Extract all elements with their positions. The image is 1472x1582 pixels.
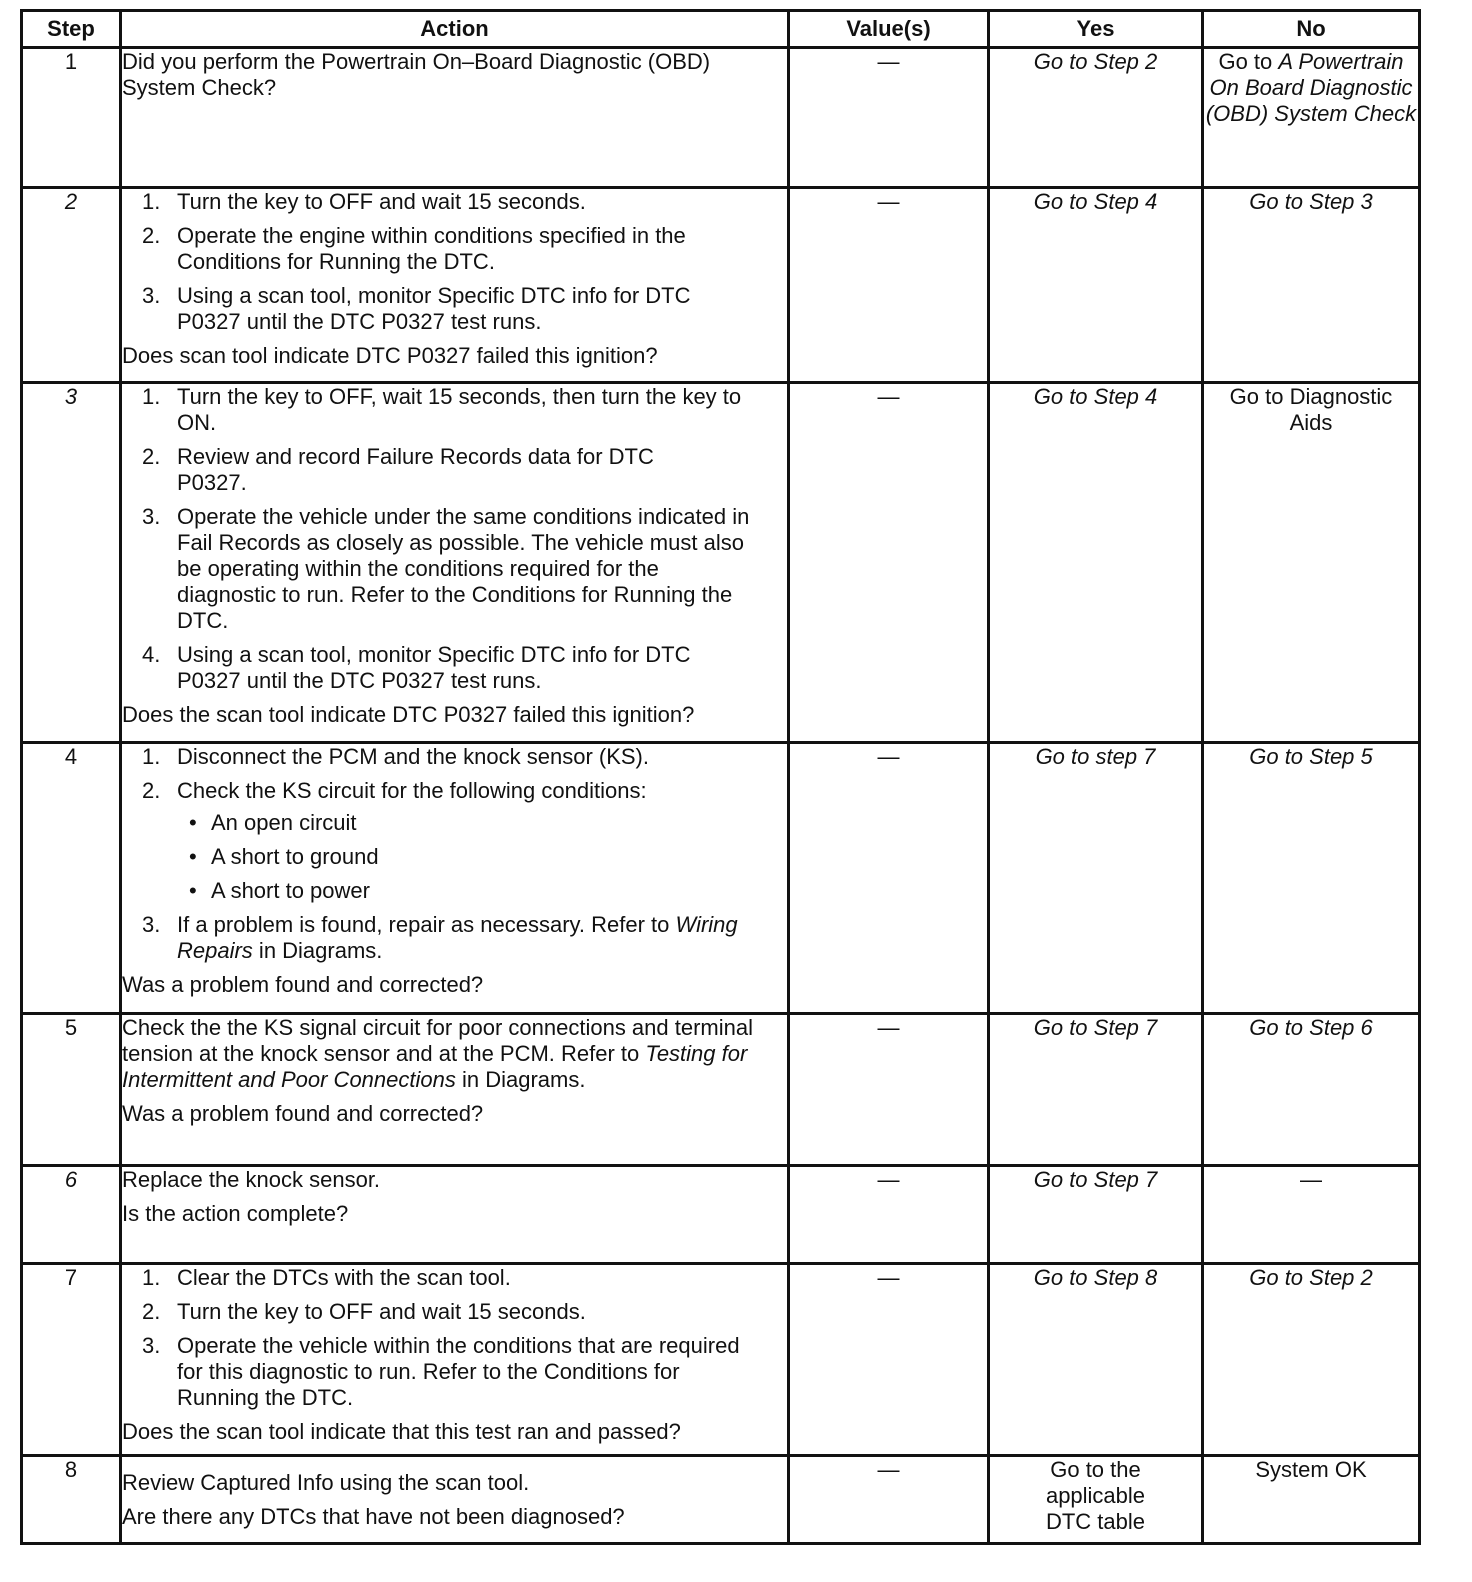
item-text-pre: If a problem is found, repair as necessary. Refer to — [177, 912, 676, 937]
action-list — [122, 1265, 787, 1411]
no-cell: Go to Step 6 — [1203, 1014, 1420, 1166]
header-action: Action — [121, 11, 789, 48]
table-row — [22, 743, 1420, 1014]
value-cell: — — [789, 1166, 989, 1264]
list-item — [177, 878, 787, 904]
item-text: Operate the vehicle within the conditions that are required for this diagnostic to run. Refer to the Conditions for Running the DTC. — [177, 1333, 740, 1410]
diagnostic-table — [20, 9, 1421, 1545]
yes-cell: Go to the applicable DTC table — [989, 1456, 1203, 1544]
no-cell: Go to Diagnostic Aids — [1203, 383, 1420, 743]
table-row — [22, 1456, 1420, 1544]
item-number: 2. — [142, 444, 161, 469]
list-item — [122, 744, 787, 770]
value-cell: — — [789, 188, 989, 383]
step-number: 4 — [22, 743, 121, 1014]
header-row — [22, 11, 1420, 48]
yes-cell: Go to Step 7 — [989, 1166, 1203, 1264]
header-step: Step — [22, 11, 121, 48]
bullet-icon: • — [189, 810, 197, 835]
item-number: 1. — [142, 744, 161, 769]
item-text: Clear the DTCs with the scan tool. — [177, 1265, 511, 1290]
no-cell: Go to Step 2 — [1203, 1264, 1420, 1456]
action-cell — [121, 1014, 789, 1166]
table-row — [22, 383, 1420, 743]
value-cell: — — [789, 1456, 989, 1544]
action-list — [122, 189, 787, 335]
question-text: Are there any DTCs that have not been diagnosed? — [122, 1503, 625, 1529]
list-item — [122, 778, 787, 904]
action-text — [122, 1015, 787, 1093]
list-item — [122, 642, 717, 694]
item-number: 3. — [142, 912, 161, 937]
list-item — [177, 810, 787, 836]
item-number: 2. — [142, 223, 161, 248]
step-number: 6 — [22, 1166, 121, 1264]
no-cell: Go to Step 3 — [1203, 188, 1420, 383]
bullet-text: A short to ground — [211, 844, 379, 869]
action-text: Did you perform the Powertrain On–Board Diagnostic (OBD) System Check? — [122, 49, 711, 100]
table-row — [22, 1264, 1420, 1456]
item-text: Operate the vehicle under the same conditions indicated in Fail Records as closely as possible. The vehicle must also be operating within the conditions required for the diagnostic to run. Refer to the Conditions for Running the DTC. — [177, 504, 750, 633]
header-value: Value(s) — [789, 11, 989, 48]
table-row — [22, 48, 1420, 188]
yes-cell: Go to Step 4 — [989, 383, 1203, 743]
action-text: Replace the knock sensor. — [122, 1167, 381, 1192]
action-cell — [121, 48, 789, 188]
bullet-icon: • — [189, 878, 197, 903]
list-item — [177, 844, 787, 870]
item-text-post: in Diagrams. — [252, 938, 383, 963]
item-text: Disconnect the PCM and the knock sensor (KS). — [177, 744, 649, 769]
item-text: Using a scan tool, monitor Specific DTC info for DTC P0327 until the DTC P0327 test runs. — [177, 642, 691, 693]
condition-list — [177, 810, 787, 904]
action-cell — [121, 743, 789, 1014]
list-item — [122, 912, 767, 964]
value-cell: — — [789, 1014, 989, 1166]
question-text: Is the action complete? — [122, 1201, 349, 1226]
question-text: Does the scan tool indicate DTC P0327 failed this ignition? — [122, 702, 695, 727]
question-text: Was a problem found and corrected? — [122, 972, 484, 997]
item-number: 3. — [142, 1333, 161, 1358]
item-text: Operate the engine within conditions specified in the Conditions for Running the DTC. — [177, 223, 686, 274]
no-cell: Go to Step 5 — [1203, 743, 1420, 1014]
action-text: Review Captured Info using the scan tool. — [122, 1469, 530, 1495]
item-number: 4. — [142, 642, 161, 667]
list-item — [122, 384, 757, 436]
item-text: Turn the key to OFF, wait 15 seconds, then turn the key to ON. — [177, 384, 742, 435]
step-number: 7 — [22, 1264, 121, 1456]
action-list — [122, 384, 787, 694]
action-cell — [121, 1264, 789, 1456]
no-prefix: Go to — [1218, 49, 1279, 74]
list-item — [122, 283, 707, 335]
action-cell — [121, 1166, 789, 1264]
question-text: Does the scan tool indicate that this test ran and passed? — [122, 1419, 681, 1444]
question-text: Was a problem found and corrected? — [122, 1101, 484, 1126]
value-cell: — — [789, 1264, 989, 1456]
item-number: 2. — [142, 778, 161, 803]
list-item — [122, 1299, 787, 1325]
step-number: 2 — [22, 188, 121, 383]
list-item — [122, 189, 787, 215]
question-text: Does scan tool indicate DTC P0327 failed this ignition? — [122, 343, 658, 368]
yes-cell: Go to Step 4 — [989, 188, 1203, 383]
step-number: 3 — [22, 383, 121, 743]
value-cell: — — [789, 48, 989, 188]
item-text: Using a scan tool, monitor Specific DTC info for DTC P0327 until the DTC P0327 test runs. — [177, 283, 691, 334]
item-number: 3. — [142, 504, 161, 529]
action-text-pre: Check the the KS signal circuit for poor connections and terminal tension at the knock sensor and at the PCM. Refer to — [122, 1015, 753, 1066]
list-item — [122, 1265, 787, 1291]
yes-cell: Go to step 7 — [989, 743, 1203, 1014]
item-number: 3. — [142, 283, 161, 308]
value-cell: — — [789, 383, 989, 743]
value-cell: — — [789, 743, 989, 1014]
reference-link: Wiring Repairs — [177, 912, 738, 963]
bullet-icon: • — [189, 844, 197, 869]
step-number: 5 — [22, 1014, 121, 1166]
item-text: Turn the key to OFF and wait 15 seconds. — [177, 189, 586, 214]
list-item — [122, 504, 762, 634]
no-link: A Powertrain On Board Diagnostic (OBD) System Check — [1205, 49, 1417, 126]
bullet-text: A short to power — [211, 878, 370, 903]
table-row — [22, 1166, 1420, 1264]
action-cell — [121, 1456, 789, 1544]
reference-link: Testing for Intermittent and Poor Connections — [122, 1041, 748, 1092]
header-yes: Yes — [989, 11, 1203, 48]
item-text: Review and record Failure Records data for DTC P0327. — [177, 444, 654, 495]
no-cell — [1203, 48, 1420, 188]
item-text: Check the KS circuit for the following conditions: — [177, 778, 647, 803]
action-text-post: in Diagrams. — [455, 1067, 586, 1092]
item-number: 1. — [142, 1265, 161, 1290]
yes-cell: Go to Step 7 — [989, 1014, 1203, 1166]
step-number: 8 — [22, 1456, 121, 1544]
action-cell — [121, 383, 789, 743]
list-item — [122, 444, 677, 496]
item-number: 1. — [142, 189, 161, 214]
action-list — [122, 744, 787, 964]
header-no: No — [1203, 11, 1420, 48]
item-number: 2. — [142, 1299, 161, 1324]
no-cell: System OK — [1203, 1456, 1420, 1544]
yes-cell: Go to Step 2 — [989, 48, 1203, 188]
no-cell: — — [1203, 1166, 1420, 1264]
bullet-text: An open circuit — [211, 810, 357, 835]
item-number: 1. — [142, 384, 161, 409]
item-text: Turn the key to OFF and wait 15 seconds. — [177, 1299, 586, 1324]
action-cell — [121, 188, 789, 383]
table-row — [22, 1014, 1420, 1166]
list-item — [122, 223, 787, 275]
yes-cell: Go to Step 8 — [989, 1264, 1203, 1456]
list-item — [122, 1333, 757, 1411]
table-row — [22, 188, 1420, 383]
step-number: 1 — [22, 48, 121, 188]
